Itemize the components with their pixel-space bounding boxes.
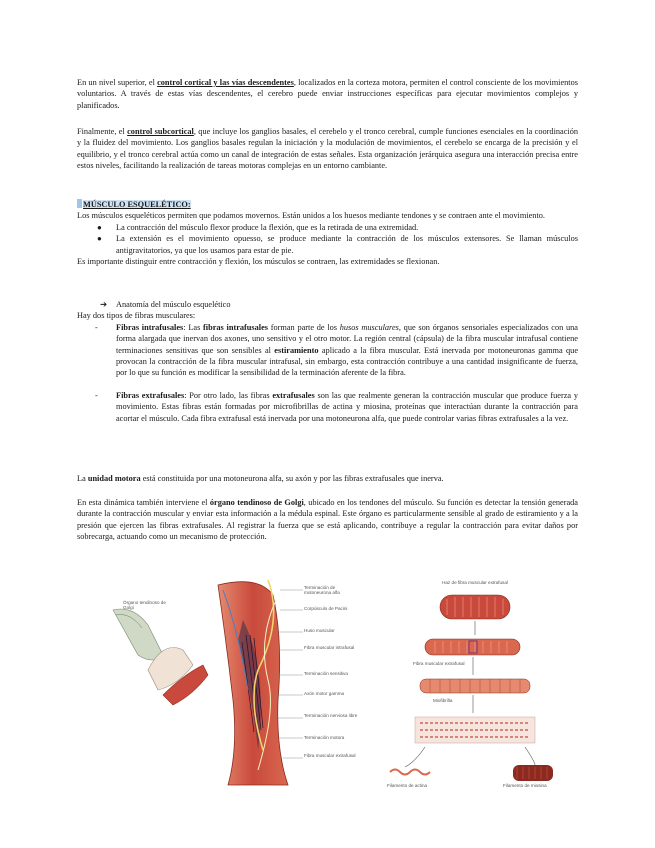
heading-text: MÚSCULO ESQUELÉTICO: — [83, 200, 191, 209]
term: Fibras intrafusales — [116, 322, 184, 332]
term: fibras intrafusales — [203, 322, 269, 332]
paragraph-subcortical-control — [77, 126, 578, 172]
bullet-icon: ● — [97, 234, 102, 244]
label-motor-ending: Terminación motora — [304, 735, 345, 740]
label-pacini: Corpúsculo de Pacini — [304, 606, 348, 611]
term-italic: husos musculares — [339, 322, 399, 332]
label-sensory: Terminación sensitiva — [304, 671, 348, 676]
text: está constituida por una motoneurona alfa, su axón y por las fibras extrafusales que inerva. — [140, 474, 444, 483]
figure-muscle-hierarchy — [385, 577, 565, 792]
text: En esta dinámica también interviene el — [77, 498, 210, 507]
label-gamma: Axón motor gamma — [304, 691, 345, 696]
bullet-icon: ● — [97, 222, 102, 232]
myofibril — [420, 679, 530, 693]
paragraph-cortical-control — [77, 77, 578, 111]
label-intrafusal: Fibra muscular intrafusal — [304, 645, 355, 650]
paragraph-motor-unit — [77, 473, 578, 484]
text: Finalmente, el — [77, 127, 128, 136]
term: extrafusales — [272, 390, 315, 400]
label-extrafusal: Fibra muscular extrafusal — [304, 753, 356, 758]
section-anatomy — [77, 299, 578, 424]
fiber-types-intro: Hay dos tipos de fibras musculares: — [77, 311, 196, 321]
label-myosin: Filamento de miosina — [503, 783, 547, 788]
muscle-spindle-illustration — [108, 580, 358, 790]
term: estiramiento — [274, 345, 319, 355]
text: , que son órganos sensoriales especializados con una forma alargada que inervan dos axones, uno sensitivo y el otro motor. La región central (cápsula) de la fibra muscular intrafusal contiene terminaciones sensitivas que son sensibles al — [116, 322, 578, 355]
label-fiber: Fibra muscular extrafusal — [413, 661, 465, 666]
text: : Por otro lado, las fibras — [184, 390, 273, 400]
list-item-extrafusal — [77, 390, 578, 424]
golgi-tendon-inset — [113, 609, 163, 660]
section-closing: Es importante distinguir entre contracción y flexión, los músculos se contraen, las extremidades se flexionan. — [77, 257, 440, 267]
arrow-4 — [405, 747, 425, 767]
section-skeletal-muscle — [77, 199, 578, 267]
arrow-5 — [525, 747, 535, 765]
text: , localizados en la corteza motora, permiten el control consciente de los movimientos voluntarios. A través de estas vías descendentes, el cerebro puede enviar instrucciones específicas para ejecutar movimientos complejos y planificados. — [77, 78, 578, 110]
label-actin: Filamento de actina — [387, 783, 428, 788]
anatomy-title-text: Anatomía del músculo esquelético — [116, 300, 231, 309]
text: : Las — [183, 322, 204, 332]
label-bundle: Haz de fibra muscular extrafusal — [442, 580, 508, 585]
bullet-text: La extensión es el movimiento opuesso, se produce mediante la contracción de los músculos extensores. Se llaman músculos antigravitatorios, ya que los usamos para estar de pie. — [116, 234, 578, 255]
text: La — [77, 474, 88, 483]
text: , ubicado en los tendones del músculo. Su función es detectar la tensión generada durante la contracción muscular y enviar esta información a la médula espinal. Este órgano es particularmente sensible al grado de estiramiento y a la presión que ejercen las fibras extrafusales. Al registrar la fuerza que se está aplicando, contribuye a regular la contracción para evitar daños por sobrecarga, actuando como un mecanismo de protección. — [77, 498, 578, 542]
text: aplicado a la fibra muscular. Está inervada por motoneuronas gamma que provocan la contracción de la fibra muscular intrafusal, sin embargo, esta contracción contribuye a una cantidad insignificante de fuerza, por lo que su función es modificar la sensibilidad de la terminación aferente de la fibra. — [116, 345, 579, 378]
text: En un nivel superior, el — [77, 78, 158, 87]
section-heading — [77, 199, 578, 210]
term: Fibras extrafusales — [116, 390, 185, 400]
fiber-bundle — [440, 595, 510, 619]
term-cortical-control: control cortical y las vías descendentes — [157, 78, 294, 87]
label-alpha-terminal: Terminación de motoneurona alfa — [304, 585, 340, 596]
figure-muscle-spindle — [108, 580, 358, 790]
bullet-list — [77, 222, 578, 256]
term-motor-unit: unidad motora — [87, 474, 141, 483]
list-item — [77, 233, 578, 256]
muscle-fiber — [425, 639, 520, 655]
dash-marker: - — [95, 322, 98, 332]
actin-filament — [390, 770, 430, 775]
heading-marker — [77, 199, 82, 208]
term-golgi: órgano tendinoso de Golgi — [209, 498, 304, 507]
spacer — [77, 379, 578, 390]
label-free-ending: Terminación nerviosa libre — [304, 713, 358, 718]
paragraph-golgi — [77, 497, 578, 543]
muscle-hierarchy-illustration — [385, 577, 565, 792]
section-intro: Los músculos esqueléticos permiten que podamos movernos. Están unidos a los huesos mediante tendones y se contraen ante el movimiento. — [77, 211, 545, 221]
list-item — [77, 222, 578, 233]
dash-marker: - — [95, 390, 98, 400]
arrow-icon: ➔ — [100, 300, 107, 309]
text: son las que realmente generan la contracción muscular que produce fuerza y movimiento. Estas fibras están formadas por microfibrillas de actina y miosina, proteínas que interactúan durante la contracción para acortar el músculo. Cada fibra extrafusal está inervada por una motoneurona alfa, que puede controlar varias fibras extrafusales a la vez. — [116, 390, 578, 423]
list-item-intrafusal — [77, 322, 578, 379]
term-subcortical-control: control subcortical — [127, 127, 194, 136]
text: , que incluye los ganglios basales, el cerebelo y el tronco cerebral, cumple funciones esenciales en la coordinación y la fluidez del movimiento. Los ganglios basales regulan la iniciación y la modulación de movimientos, el cerebelo se encarga de la precisión y el equilibrio, y el tronco cerebral actúa como un canal de integración de estas señales. Esta organización jerárquica asegura una interacción precisa entre estos niveles, facilitando la realización de tareas motoras complejas en un entorno cambiante. — [77, 127, 578, 171]
label-golgi: Órgano tendinoso de Golgi — [123, 600, 166, 611]
label-myofibril: Miofibrilla — [433, 698, 453, 703]
bullet-text: La contracción del músculo flexor produce la flexión, que es la retirada de una extremidad. — [116, 222, 419, 232]
label-spindle: Huso muscular — [304, 628, 335, 633]
text: forman parte de los — [268, 322, 340, 332]
anatomy-title — [77, 299, 578, 310]
